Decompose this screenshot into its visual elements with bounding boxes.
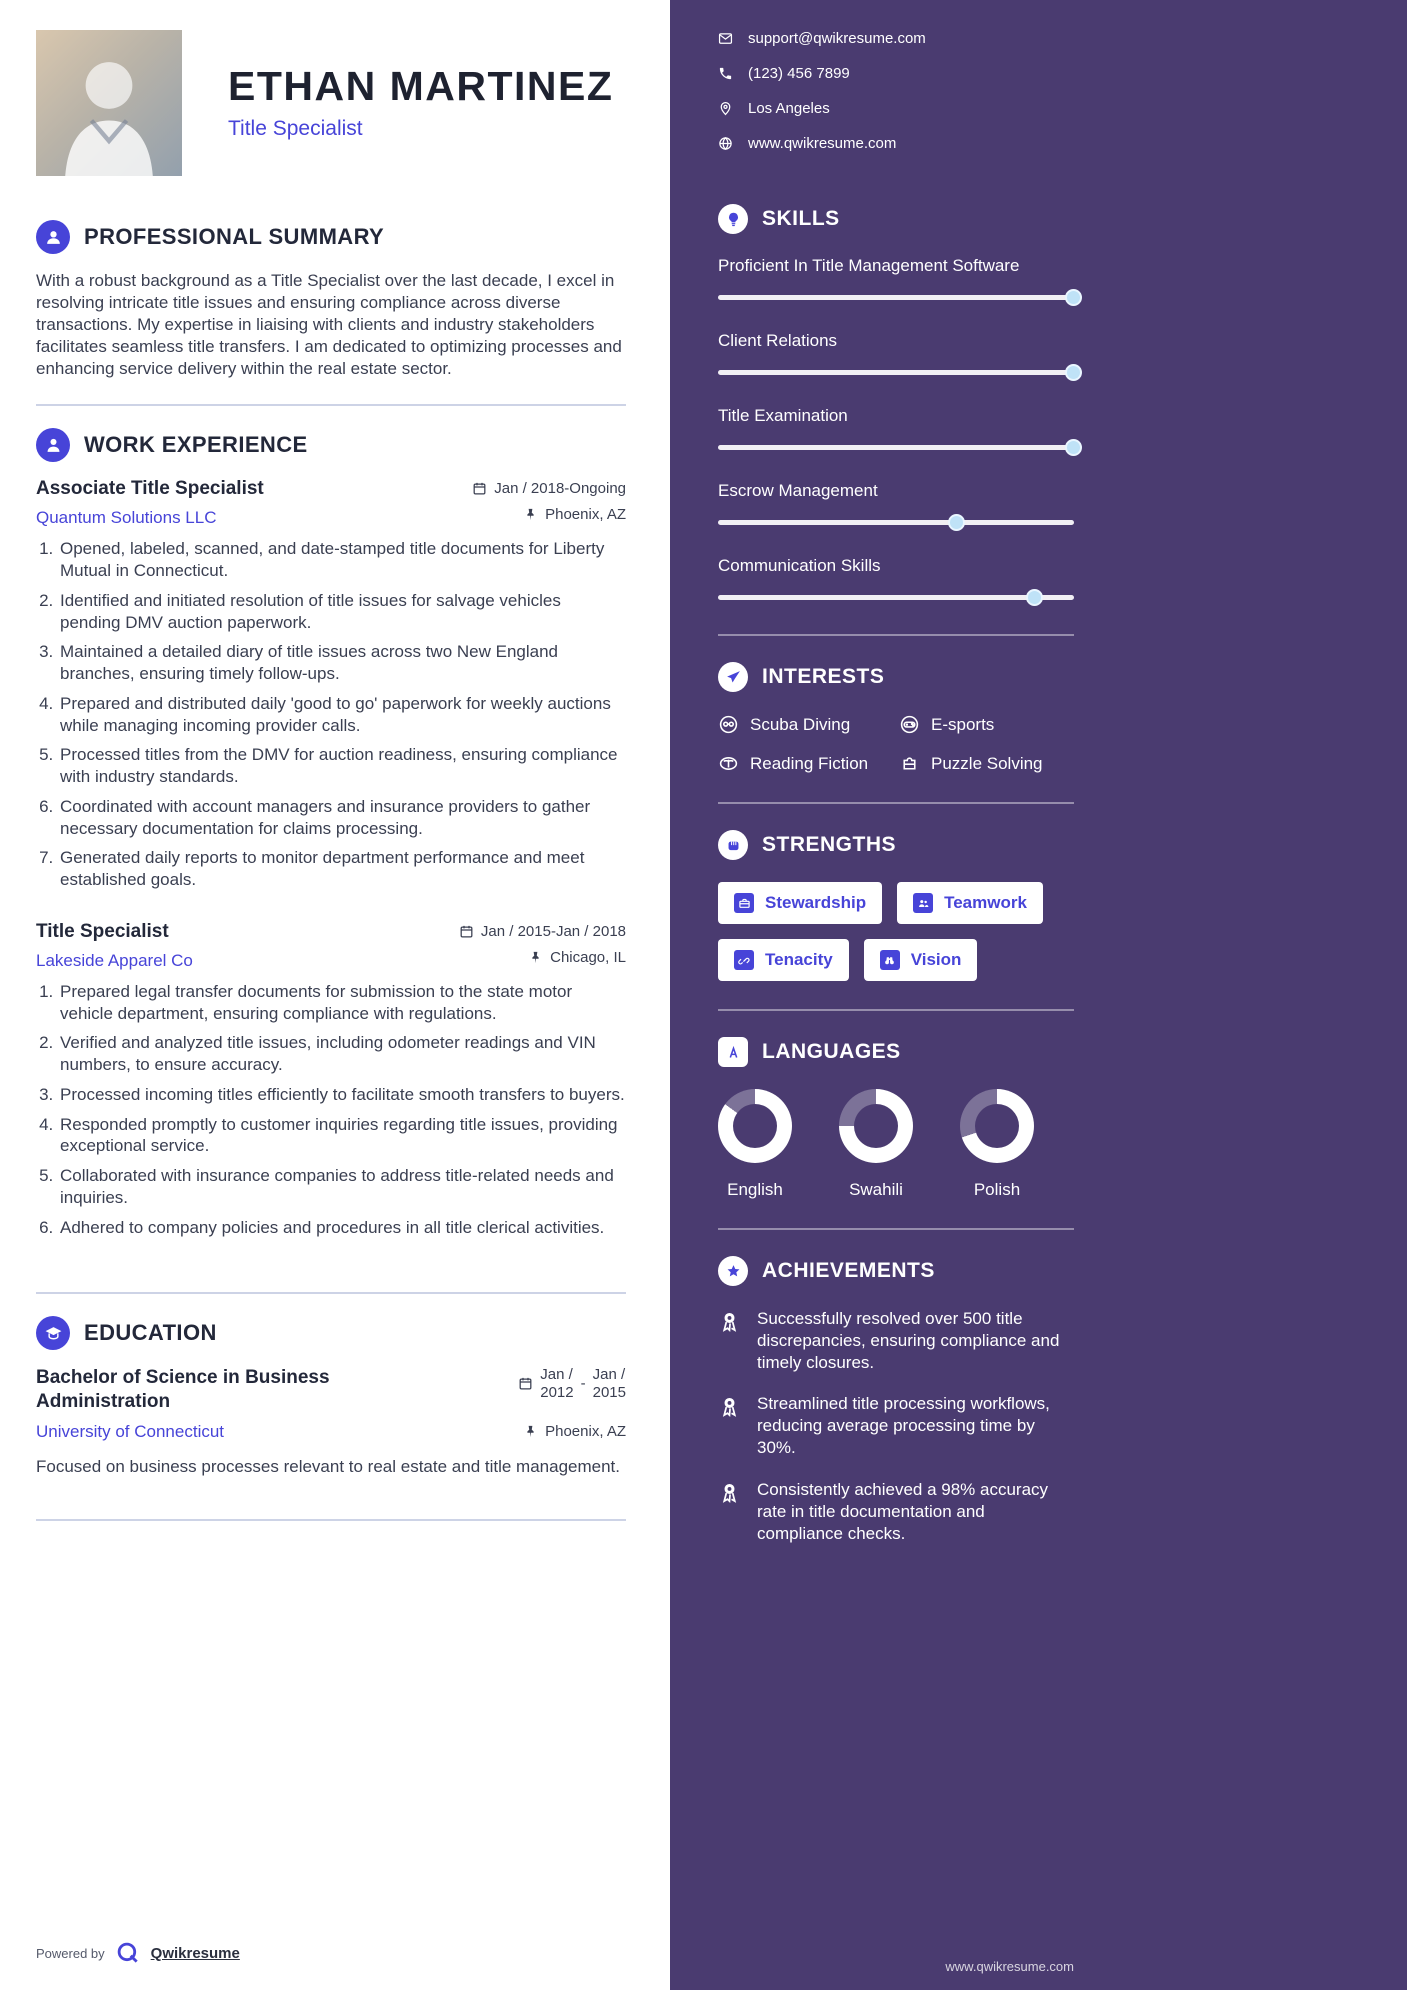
experience-section [36,428,626,1268]
job-bullets [36,981,626,1239]
languages-row [718,1089,1074,1200]
skill-label: Escrow Management [718,481,878,500]
experience-bullet: 2. Verified and analyzed title issues, including odometer readings and VIN numbers, to ensure accuracy. [58,1032,626,1076]
strength-chip [718,882,882,924]
achievement-item [718,1479,1074,1545]
strength-chip [897,882,1043,924]
strengths-section [718,830,1074,981]
education-heading: EDUCATION [84,1320,217,1346]
slider-track [718,595,1074,600]
experience-bullet: 2. Identified and initiated resolution of title issues for salvage vehicles pending DMV auction paperwork. [58,590,626,634]
interest-item [899,714,1074,735]
contact-location: Los Angeles [748,100,830,117]
section-divider [36,404,626,406]
job-header [36,478,626,528]
contact-phone-row[interactable] [718,65,1074,82]
contact-website-row[interactable] [718,135,1074,152]
fist-icon [718,830,748,860]
experience-bullet: 3. Processed incoming titles efficiently to facilitate smooth transfers to buyers. [58,1084,626,1106]
header-text [228,65,613,140]
interests-grid [718,714,1074,774]
language-donut [839,1089,913,1163]
education-description: Focused on business processes relevant to real estate and title management. [36,1456,621,1476]
start-month: Jan / [540,1366,573,1384]
main-column [0,0,670,1990]
job-entry [36,478,626,891]
language-label: Swahili [849,1180,903,1199]
sidebar-divider [718,634,1074,636]
user-icon [36,220,70,254]
skills-section [718,204,1074,606]
skill-label: Communication Skills [718,556,881,575]
profile-photo [36,30,182,176]
achievement-text: Consistently achieved a 98% accuracy rate in title documentation and compliance checks. [757,1479,1049,1543]
strengths-heading: STRENGTHS [762,833,897,856]
person-title: Title Specialist [228,116,363,140]
strength-label: Tenacity [765,950,833,969]
summary-section [36,220,626,380]
end-year: 2015 [592,1383,626,1401]
sidebar-content [718,30,1074,1564]
header [36,30,626,176]
strengths-chips [718,882,1074,981]
experience-bullet: 6. Coordinated with account managers and insurance providers to gather necessary documentation for claims processing. [58,796,626,840]
language-label: English [727,1180,783,1199]
education-location: Phoenix, AZ [545,1423,626,1441]
job-meta [459,921,626,966]
contact-phone[interactable]: (123) 456 7899 [748,65,850,82]
language-donut [718,1089,792,1163]
interest-item [718,753,893,774]
skill-item [718,256,1074,306]
experience-bullet: 7. Generated daily reports to monitor department performance and meet established goals. [58,847,626,891]
experience-bullet: 6. Adhered to company policies and procedures in all title clerical activities. [58,1217,626,1239]
section-divider [36,1519,626,1521]
achievement-item [718,1393,1074,1459]
pushpin-icon [523,1424,538,1439]
binoculars-icon [880,950,900,970]
job-title: Associate Title Specialist [36,478,264,500]
skill-item [718,406,1074,456]
language-item [960,1089,1034,1200]
sidebar [670,0,1407,1990]
skill-label: Proficient In Title Management Software [718,256,1020,275]
pushpin-icon [523,507,538,522]
interests-section [718,662,1074,774]
skill-slider[interactable] [718,514,1074,531]
skill-slider[interactable] [718,589,1074,606]
job-location-row [523,506,626,523]
calendar-icon [459,924,474,939]
skills-heading: SKILLS [762,207,840,230]
achievement-item [718,1308,1074,1374]
job-title-block [36,478,264,528]
language-item [839,1089,913,1200]
experience-bullet: 1. Prepared legal transfer documents for submission to the state motor vehicle department, ensuring compliance with regulations. [58,981,626,1025]
slider-thumb[interactable] [1065,439,1082,456]
slider-track [718,445,1074,450]
interest-label: Reading Fiction [750,753,869,773]
education-header [36,1366,626,1414]
degree: Bachelor of Science in Business Administration [36,1367,330,1413]
job-dates-row [472,480,626,497]
job-entry [36,921,626,1239]
slider-thumb[interactable] [948,514,965,531]
map-pin-icon [718,101,733,116]
interest-label: Scuba Diving [750,714,851,734]
contact-email-row[interactable] [718,30,1074,47]
job-bullets [36,538,626,891]
strength-chip [864,939,978,981]
experience-bullet: 4. Prepared and distributed daily 'good to go' paperwork for weekly auctions while managing incoming provider calls. [58,693,626,737]
sidebar-website-link[interactable]: www.qwikresume.com [945,1959,1074,1974]
language-item [718,1089,792,1200]
sidebar-divider [718,802,1074,804]
contact-email[interactable]: support@qwikresume.com [748,30,926,47]
strengths-heading-row [718,830,1074,860]
experience-heading: WORK EXPERIENCE [84,432,308,458]
graduation-cap-icon [36,1316,70,1350]
puzzle-piece-icon [899,753,920,774]
person-name: ETHAN MARTINEZ [228,63,614,110]
company-link[interactable]: Quantum Solutions LLC [36,508,217,528]
users-icon [913,893,933,913]
job-dates-row [459,923,626,940]
strength-label: Vision [910,950,962,969]
job-dates: Jan / 2015-Jan / 2018 [480,922,626,940]
interests-heading-row [718,662,1074,692]
job-dates: Jan / 2018-Ongoing [494,480,626,498]
education-start-date [540,1366,573,1401]
education-section [36,1316,626,1495]
calendar-icon [518,1376,533,1391]
star-badge-icon [718,1256,748,1286]
education-heading-row [36,1316,626,1350]
languages-heading-row [718,1037,1074,1067]
education-location-row [523,1423,626,1440]
lightbulb-icon [718,204,748,234]
language-donut [960,1089,1034,1163]
sidebar-divider [718,1228,1074,1230]
page-footer [36,1910,626,1966]
slider-thumb[interactable] [1026,589,1043,606]
medal-icon [718,1393,743,1459]
worker-icon [36,428,70,462]
pushpin-icon [528,950,543,965]
company-link[interactable]: Lakeside Apparel Co [36,950,193,970]
school-link[interactable]: University of Connecticut [36,1421,225,1441]
envelope-icon [718,31,733,46]
person-silhouette-icon [36,30,182,176]
contact-location-row [718,100,1074,117]
qwikresume-link[interactable]: Qwikresume [150,1944,240,1962]
globe-icon [718,136,733,151]
experience-bullet: 5. Collaborated with insurance companies to address title-related needs and inquiries. [58,1165,626,1209]
end-month: Jan / [592,1366,626,1384]
job-location-row [528,949,626,966]
experience-bullet: 3. Maintained a detailed diary of title issues across two New England branches, ensuring timely follow-ups. [58,641,626,685]
qwikresume-logo [115,1940,141,1966]
slider-thumb[interactable] [1065,289,1082,306]
school-row [36,1422,626,1442]
achievement-text: Successfully resolved over 500 title discrepancies, ensuring compliance and timely closures. [757,1309,1060,1373]
skills-heading-row [718,204,1074,234]
date-separator: - [580,1375,586,1393]
interest-item [899,753,1074,774]
briefcase-icon [734,893,754,913]
job-location: Chicago, IL [550,948,626,966]
strength-label: Stewardship [765,893,867,912]
skill-label: Client Relations [718,331,838,350]
calendar-icon [472,481,487,496]
contact-block [718,30,1074,152]
experience-bullet: 1. Opened, labeled, scanned, and date-stamped title documents for Liberty Mutual in Connecticut. [58,538,626,582]
interests-heading: INTERESTS [762,665,885,688]
open-book-icon [718,753,739,774]
achievements-heading: ACHIEVEMENTS [762,1259,935,1282]
job-title-block [36,921,193,971]
skill-slider[interactable] [718,289,1074,306]
job-title: Title Specialist [36,920,169,942]
medal-icon [718,1308,743,1374]
languages-heading: LANGUAGES [762,1040,901,1063]
skill-label: Title Examination [718,406,848,425]
summary-text: With a robust background as a Title Specialist over the last decade, I excel in resolving intricate title issues and ensuring compliance across diverse transactions. My expertise in liaising with clients and industry stakeholders facilitates seamless title transfers. I am dedicated to optimizing processes and enhancing service delivery within the real estate sector. [36,271,622,379]
experience-bullet: 5. Processed titles from the DMV for auction readiness, ensuring compliance with industry standards. [58,744,626,788]
section-divider [36,1292,626,1294]
translate-icon [718,1037,748,1067]
sidebar-divider [718,1009,1074,1011]
strength-chip [718,939,849,981]
skill-item [718,481,1074,531]
game-controller-icon [899,714,920,735]
experience-heading-row [36,428,626,462]
skill-item [718,556,1074,606]
chain-link-icon [734,950,754,970]
powered-by-label: Powered by [36,1945,105,1961]
skill-slider[interactable] [718,364,1074,381]
summary-heading: PROFESSIONAL SUMMARY [84,224,385,249]
achievements-section [718,1256,1074,1545]
interest-label: E-sports [931,714,995,734]
achievement-text: Streamlined title processing workflows, reducing average processing time by 30%. [757,1394,1050,1458]
start-year: 2012 [540,1383,574,1401]
skill-slider[interactable] [718,439,1074,456]
achievements-heading-row [718,1256,1074,1286]
slider-track [718,295,1074,300]
slider-thumb[interactable] [1065,364,1082,381]
job-meta [472,478,626,523]
education-dates-row [518,1366,626,1401]
job-header [36,921,626,971]
paper-plane-icon [718,662,748,692]
slider-track [718,370,1074,375]
languages-section [718,1037,1074,1200]
summary-heading-row [36,220,626,254]
slider-track [718,520,1074,525]
contact-website[interactable]: www.qwikresume.com [748,135,897,152]
job-location: Phoenix, AZ [545,506,626,524]
experience-bullet: 4. Responded promptly to customer inquiries regarding title issues, providing exceptional service. [58,1114,626,1158]
education-meta [518,1366,626,1401]
interest-item [718,714,893,735]
language-label: Polish [973,1180,1021,1199]
skill-item [718,331,1074,381]
medal-icon [718,1479,743,1545]
phone-icon [718,66,733,81]
scuba-mask-icon [718,714,739,735]
strength-label: Teamwork [944,893,1027,912]
interest-label: Puzzle Solving [931,753,1043,773]
education-end-date [593,1366,626,1401]
